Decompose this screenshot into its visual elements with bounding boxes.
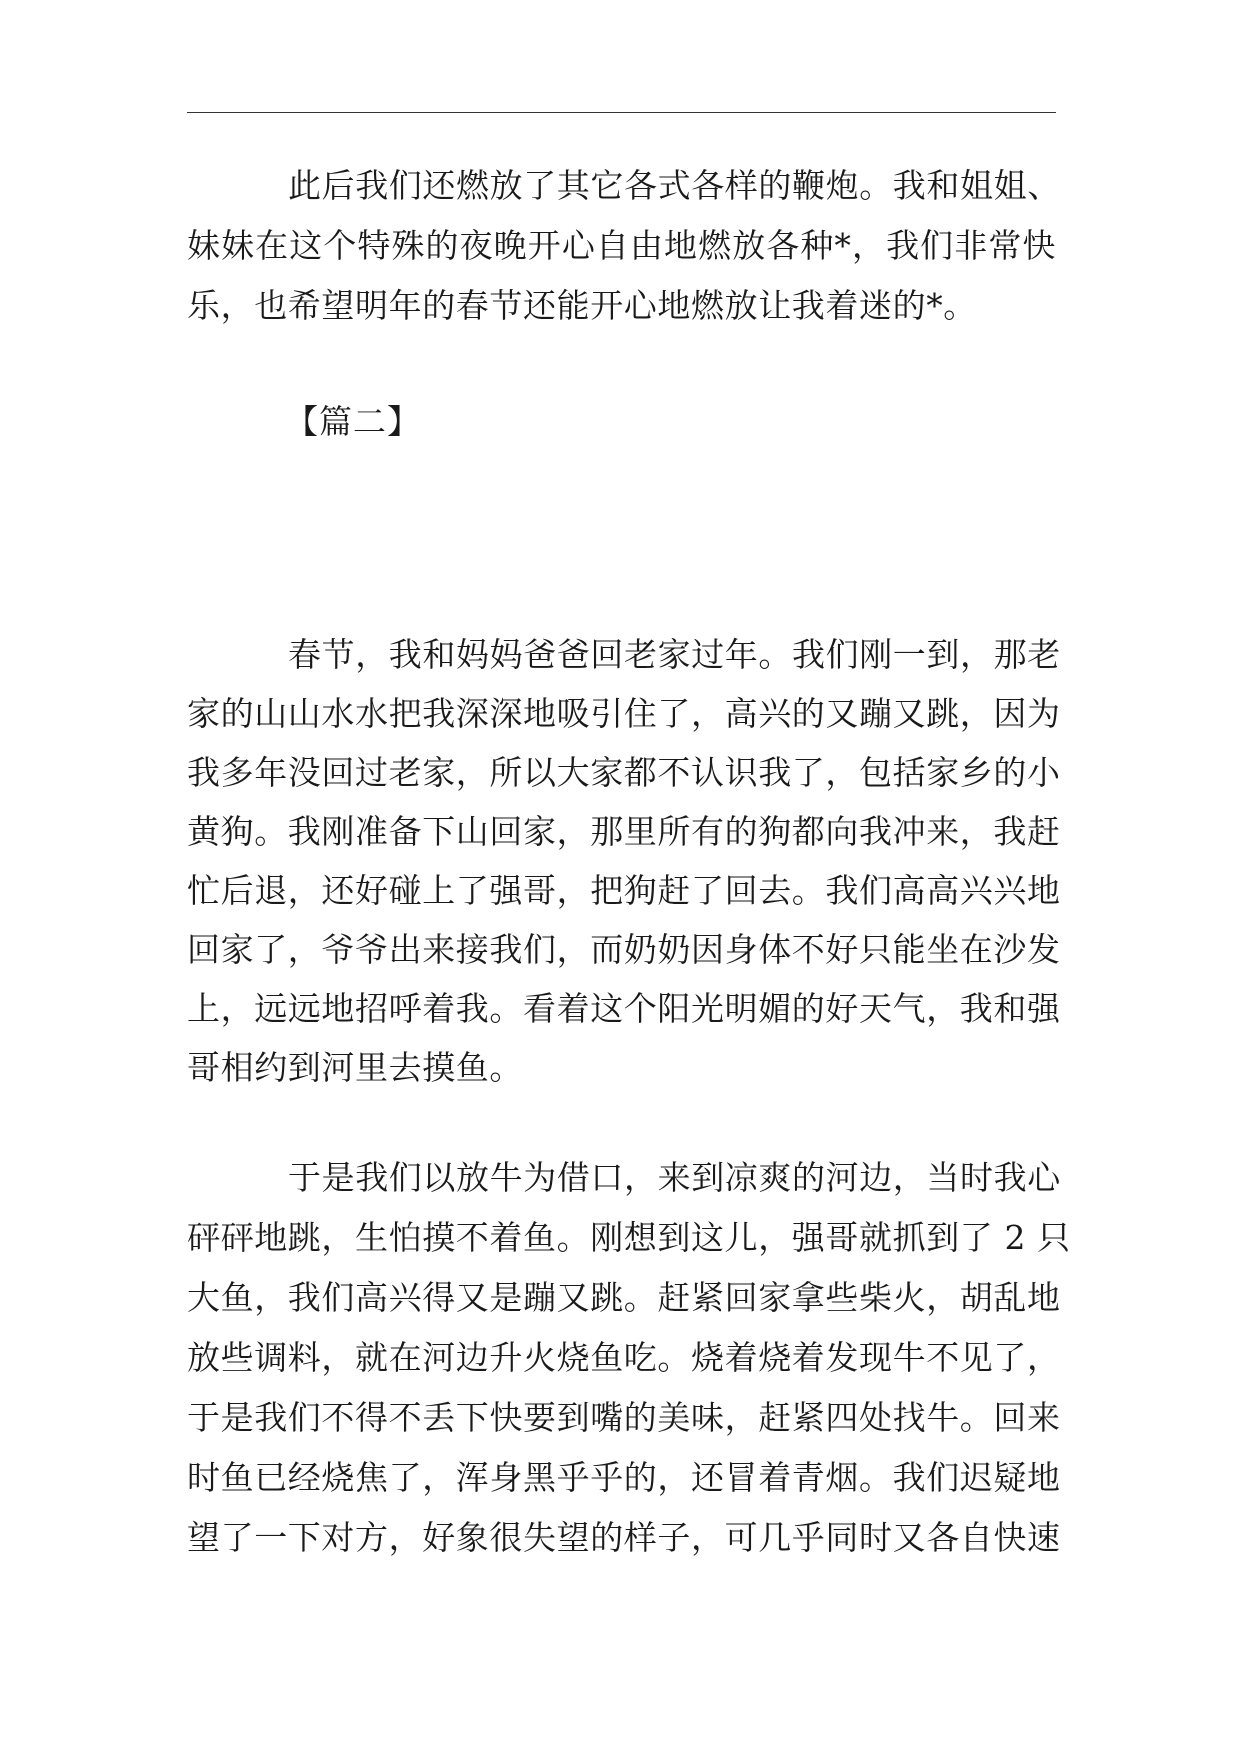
- text-line: 放些调料，就在河边升火烧鱼吃。烧着烧着发现牛不见了，: [187, 1338, 1061, 1377]
- text-line: 砰砰地跳，生怕摸不着鱼。刚想到这儿，强哥就抓到了 2 只: [187, 1218, 1071, 1257]
- text-line: 上，远远地招呼着我。看着这个阳光明媚的好天气，我和强: [187, 989, 1061, 1028]
- text-line: 望了一下对方，好象很失望的样子，可几乎同时又各自快速: [187, 1518, 1061, 1557]
- text-line: 于是我们不得不丢下快要到嘴的美味，赶紧四处找牛。回来: [187, 1398, 1061, 1437]
- text-line: 我多年没回过老家，所以大家都不认识我了，包括家乡的小: [187, 753, 1061, 792]
- text-line: 黄狗。我刚准备下山回家，那里所有的狗都向我冲来，我赶: [187, 812, 1061, 851]
- header-rule: [187, 112, 1056, 113]
- text-line: 家的山山水水把我深深地吸引住了，高兴的又蹦又跳，因为: [187, 694, 1061, 733]
- text-line: 于是我们以放牛为借口，来到凉爽的河边，当时我心: [288, 1158, 1061, 1197]
- text-line: 乐，也希望明年的春节还能开心地燃放让我着迷的*。: [187, 286, 977, 325]
- section-heading: 【篇二】: [285, 402, 421, 441]
- text-line: 哥相约到河里去摸鱼。: [187, 1048, 523, 1087]
- text-line: 回家了，爷爷出来接我们，而奶奶因身体不好只能坐在沙发: [187, 930, 1061, 969]
- text-line: 春节，我和妈妈爸爸回老家过年。我们刚一到，那老: [288, 635, 1061, 674]
- text-line: 妹妹在这个特殊的夜晚开心自由地燃放各种*，我们非常快: [187, 226, 1056, 265]
- text-line: 大鱼，我们高兴得又是蹦又跳。赶紧回家拿些柴火，胡乱地: [187, 1278, 1061, 1317]
- text-line: 时鱼已经烧焦了，浑身黑乎乎的，还冒着青烟。我们迟疑地: [187, 1458, 1061, 1497]
- text-line: 忙后退，还好碰上了强哥，把狗赶了回去。我们高高兴兴地: [187, 871, 1061, 910]
- text-line: 此后我们还燃放了其它各式各样的鞭炮。我和姐姐、: [288, 166, 1061, 205]
